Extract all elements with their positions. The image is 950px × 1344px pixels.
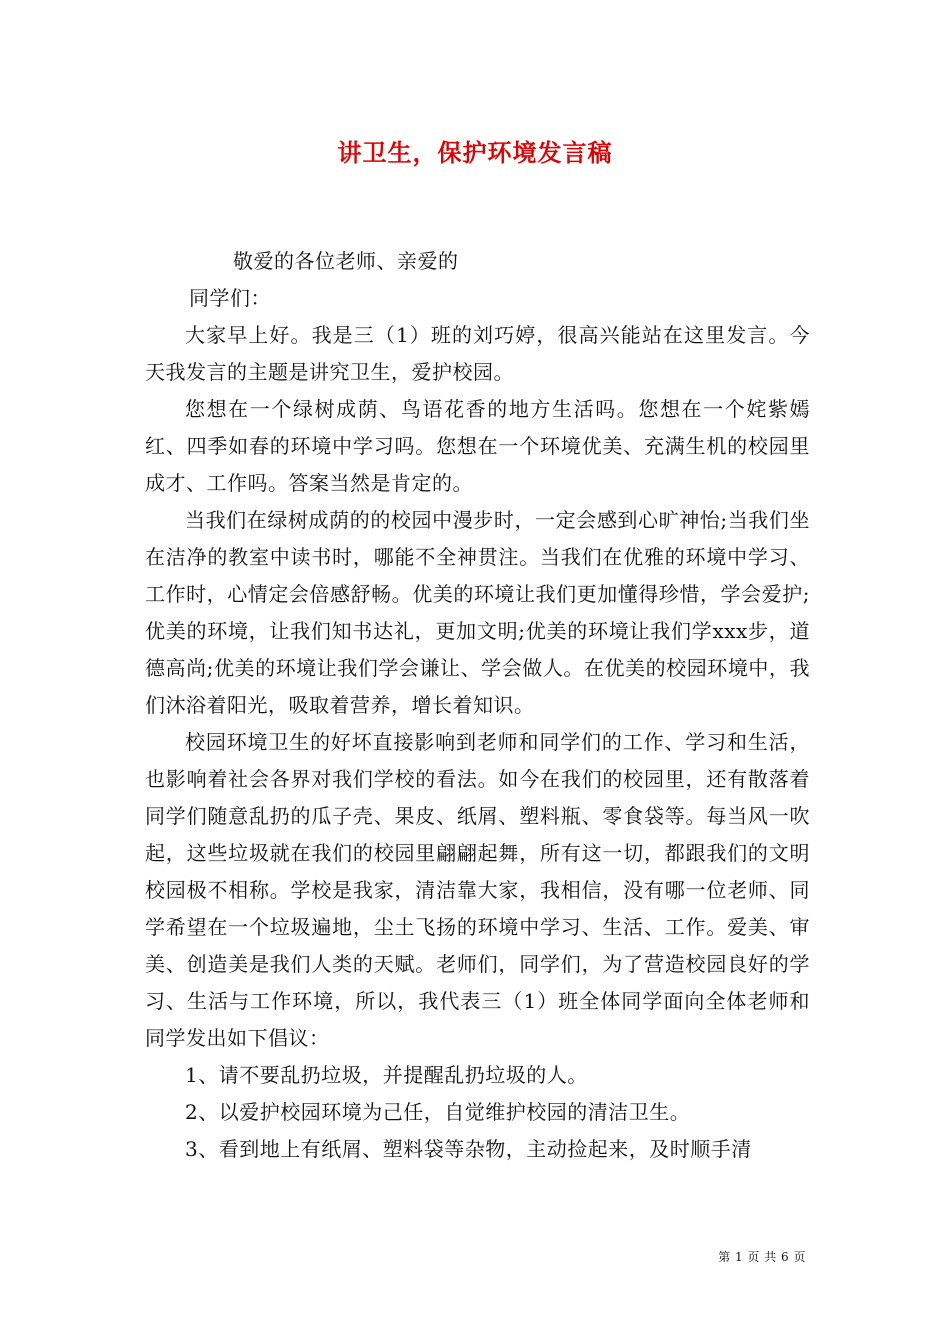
proposal-item-1: 1、请不要乱扔垃圾，并提醒乱扔垃圾的人。: [185, 1063, 588, 1087]
paragraph-greeting: 大家早上好。我是三（1）班的刘巧婷，很高兴能站在这里发言。今天我发言的主题是讲究卫生，爱护校园。: [145, 323, 810, 384]
document-title: 讲卫生，保护环境发言稿: [337, 138, 613, 167]
salutation-line-2: 同学们：: [189, 286, 271, 310]
proposal-item-3: 3、看到地上有纸屑、塑料袋等杂物，主动捡起来，及时顺手清: [185, 1137, 752, 1161]
paragraph-hygiene: 校园环境卫生的好坏直接影响到老师和同学们的工作、学习和生活，也影响着社会各界对我们学校的看法。如今在我们的校园里，还有散落着同学们随意乱扔的瓜子壳、果皮、纸屑、塑料瓶、零食袋等。每当风一吹起，这些垃圾就在我们的校园里翩翩起舞，所有这一切，都跟我们的文明校园极不相称。学校是我家，清洁靠大家，我相信，没有哪一位老师、同学希望在一个垃圾遍地，尘土飞扬的环境中学习、生活、工作。爱美、审美、创造美是我们人类的天赋。老师们，同学们，为了营造校园良好的学习、生活与工作环境，所以，我代表三（1）班全体同学面向全体老师和同学发出如下倡议：: [145, 730, 810, 1050]
salutation-line-1: 敬爱的各位老师、亲爱的: [233, 249, 459, 273]
paragraph-environment: 当我们在绿树成荫的的校园中漫步时，一定会感到心旷神怡;当我们坐在洁净的教室中读书时，哪能不全神贯注。当我们在优雅的环境中学习、工作时，心情定会倍感舒畅。优美的环境让我们更加懂得珍惜，学会爱护;优美的环境，让我们知书达礼，更加文明;优美的环境让我们学xxx步，道德高尚;优美的环境让我们学会谦让、学会做人。在优美的校园环境中，我们沐浴着阳光，吸取着营养，增长着知识。: [145, 508, 810, 717]
paragraph-questions: 您想在一个绿树成荫、鸟语花香的地方生活吗。您想在一个姹紫嫣红、四季如春的环境中学习吗。您想在一个环境优美、充满生机的校园里成才、工作吗。答案当然是肯定的。: [145, 397, 810, 495]
proposal-item-2: 2、以爱护校园环境为己任，自觉维护校园的清洁卫生。: [185, 1100, 691, 1124]
page-number: 第 1 页 共 6 页: [718, 1250, 806, 1264]
document-body: [145, 243, 810, 1168]
